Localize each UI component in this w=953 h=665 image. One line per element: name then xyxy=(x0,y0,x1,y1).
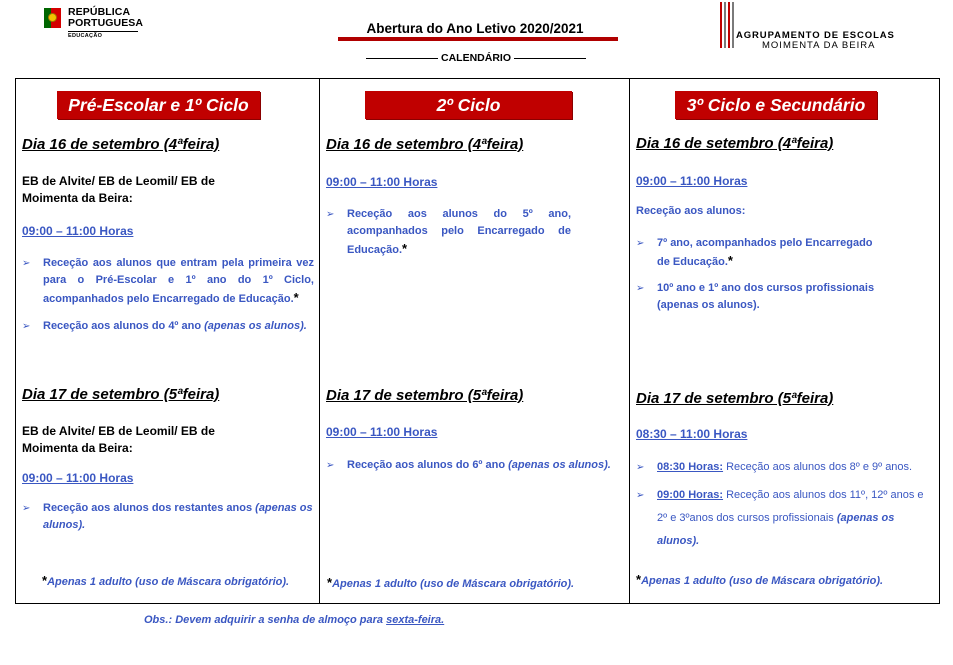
day-heading: Dia 17 de setembro (5ªfeira) xyxy=(636,390,834,407)
logo-rule xyxy=(68,31,138,32)
subtitle xyxy=(360,52,592,64)
column-pre-escolar xyxy=(16,79,319,603)
location-text: EB de Alvite/ EB de Leomil/ EB de Moimenta da Beira: xyxy=(22,174,215,205)
subtitle-rule-left xyxy=(366,58,438,59)
arrow-bullet-icon: ➢ xyxy=(636,490,645,501)
time-text: 09:00 – 11:00 Horas xyxy=(22,471,134,485)
logo-line-3: EDUCAÇÃO xyxy=(68,33,103,39)
column-heading: 3º Ciclo e Secundário xyxy=(675,91,877,119)
agrupamento-line-2: MOIMENTA DA BEIRA xyxy=(762,40,876,51)
arrow-bullet-icon: ➢ xyxy=(326,460,335,471)
agrupamento-bars-icon xyxy=(720,2,740,48)
column-heading: Pré-Escolar e 1º Ciclo xyxy=(57,91,260,119)
mask-note: *Apenas 1 adulto (uso de Máscara obrigatório). xyxy=(42,573,290,588)
obs-day: sexta-feira. xyxy=(386,614,445,626)
list-item: ➢ 7º ano, acompanhados pelo Encarregado de Educação.* xyxy=(636,237,873,268)
list-item: ➢ Receção aos alunos do 5º ano, acompanhados pelo Encarregado de Educação.* xyxy=(326,208,571,256)
arrow-bullet-icon: ➢ xyxy=(22,258,31,269)
list-item: ➢ Receção aos alunos dos restantes anos (apenas os alunos). xyxy=(22,502,313,531)
column-2-ciclo xyxy=(319,79,629,603)
calendar-table xyxy=(15,78,940,604)
mask-note: *Apenas 1 adulto (uso de Máscara obrigatório). xyxy=(636,572,884,587)
title-underline-bar xyxy=(338,37,618,41)
day-heading: Dia 16 de setembro (4ªfeira) xyxy=(22,136,220,153)
subtitle-text: CALENDÁRIO xyxy=(441,52,511,64)
mask-note: *Apenas 1 adulto (uso de Máscara obrigatório). xyxy=(327,575,575,590)
arrow-bullet-icon: ➢ xyxy=(636,283,645,294)
observation-note xyxy=(144,614,444,626)
arrow-bullet-icon: ➢ xyxy=(22,503,31,514)
location-text: EB de Alvite/ EB de Leomil/ EB de Moimenta da Beira: xyxy=(22,424,215,455)
intro-text: Receção aos alunos: xyxy=(636,205,746,217)
logo-line-1: REPÚBLICA xyxy=(68,6,131,18)
arrow-bullet-icon: ➢ xyxy=(636,238,645,249)
list-item: ➢ Receção aos alunos do 4º ano (apenas os alunos). xyxy=(22,318,314,335)
time-text: 09:00 – 11:00 Horas xyxy=(326,175,438,189)
day-heading: Dia 17 de setembro (5ªfeira) xyxy=(326,387,524,404)
list-item: ➢ 09:00 Horas: Receção aos alunos dos 11º, 12º anos e 2º e 3ºanos dos cursos profissionais (apenas os alunos). xyxy=(636,484,936,553)
time-text: 09:00 – 11:00 Horas xyxy=(326,425,438,439)
day-heading: Dia 16 de setembro (4ªfeira) xyxy=(326,136,524,153)
list-item: ➢ Receção aos alunos que entram pela primeira vez para o Pré-Escolar e 1º ano do 1º Ciclo, acompanhados pelo Encarregado de Educação.* xyxy=(22,257,314,305)
list-item: ➢ Receção aos alunos do 6º ano (apenas os alunos). xyxy=(326,457,626,474)
time-text: 09:00 – 11:00 Horas xyxy=(22,224,134,238)
column-3-ciclo-secundario xyxy=(629,79,938,603)
logo-line-2: PORTUGUESA xyxy=(68,17,144,29)
column-heading: 2º Ciclo xyxy=(365,91,572,119)
agrupamento-logo xyxy=(716,0,916,52)
document-title: Abertura do Ano Letivo 2020/2021 xyxy=(366,21,584,36)
obs-text: Devem adquirir a senha de almoço para xyxy=(175,614,384,626)
republica-portuguesa-logo xyxy=(44,4,174,40)
list-item: ➢ 10º ano e 1º ano dos cursos profissionais (apenas os alunos). xyxy=(636,282,875,311)
arrow-bullet-icon: ➢ xyxy=(22,321,31,332)
time-text: 08:30 – 11:00 Horas xyxy=(636,427,748,441)
portugal-flag-icon xyxy=(44,4,66,30)
arrow-bullet-icon: ➢ xyxy=(636,462,645,473)
day-heading: Dia 17 de setembro (5ªfeira) xyxy=(22,386,220,403)
list-item: ➢ 08:30 Horas: Receção aos alunos dos 8º e 9º anos. xyxy=(636,459,936,476)
time-text: 09:00 – 11:00 Horas xyxy=(636,174,748,188)
day-heading: Dia 16 de setembro (4ªfeira) xyxy=(636,135,834,152)
arrow-bullet-icon: ➢ xyxy=(326,209,335,220)
agrupamento-line-1: AGRUPAMENTO DE ESCOLAS xyxy=(736,30,895,41)
subtitle-rule-right xyxy=(514,58,586,59)
obs-label: Obs.: xyxy=(144,614,173,626)
